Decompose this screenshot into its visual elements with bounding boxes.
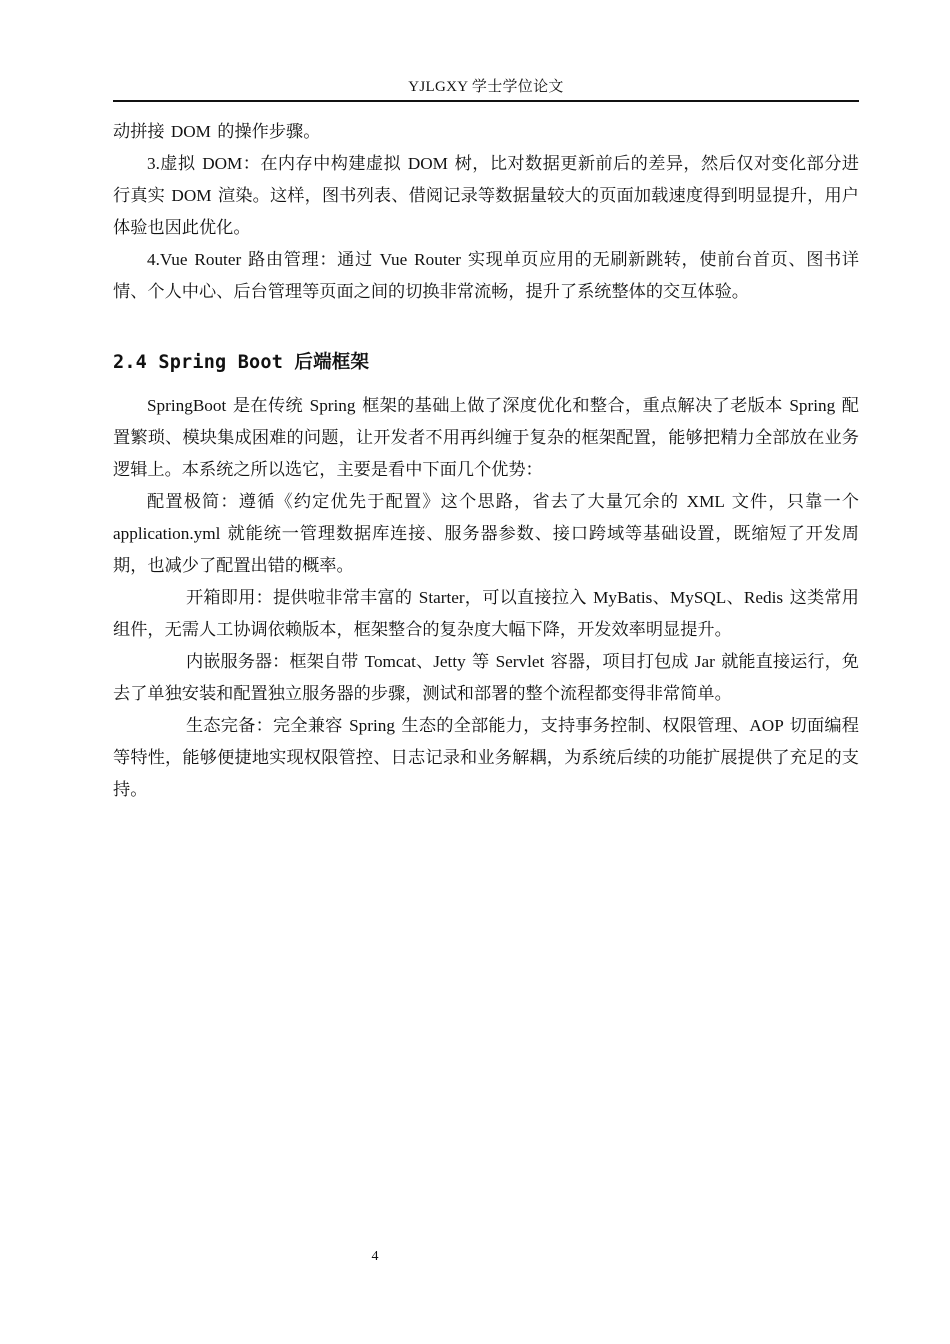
paragraph-vue-router: 4.Vue Router 路由管理：通过 Vue Router 实现单页应用的无刷新跳转，使前台首页、图书详情、个人中心、后台管理等页面之间的切换非常流畅，提升了系统整体的交互体验。 (113, 250, 859, 301)
paragraph-ecosystem: 生态完备：完全兼容 Spring 生态的全部能力，支持事务控制、权限管理、AOP 切面编程等特性，能够便捷地实现权限管控、日志记录和业务解耦，为系统后续的功能扩展提供了充足的支持。 (113, 716, 859, 799)
paragraph-config-simple: 配置极简：遵循《约定优先于配置》这个思路，省去了大量冗余的 XML 文件，只靠一个 application.yml 就能统一管理数据库连接、服务器参数、接口跨域等基础设置，既缩短了开发周期，也减少了配置出错的概率。 (113, 492, 859, 575)
running-header: YJLGXY 学士学位论文 (113, 76, 859, 102)
page-number: 4 (371, 1249, 379, 1264)
section-heading: 2.4 Spring Boot 后端框架 (113, 352, 370, 373)
paragraph-springboot-intro: SpringBoot 是在传统 Spring 框架的基础上做了深度优化和整合，重点解决了老版本 Spring 配置繁琐、模块集成困难的问题，让开发者不用再纠缠于复杂的框架配置，能够把精力全部放在业务逻辑上。本系统之所以选它，主要是看中下面几个优势： (113, 396, 859, 479)
paragraph-embedded-server: 内嵌服务器：框架自带 Tomcat、Jetty 等 Servlet 容器，项目打包成 Jar 就能直接运行，免去了单独安装和配置独立服务器的步骤，测试和部署的整个流程都变得非常简单。 (113, 652, 859, 703)
body-text (113, 116, 859, 806)
paragraph-continuation: 动拼接 DOM 的操作步骤。 (113, 122, 321, 141)
paragraph-virtual-dom: 3.虚拟 DOM：在内存中构建虚拟 DOM 树，比对数据更新前后的差异，然后仅对变化部分进行真实 DOM 渲染。这样，图书列表、借阅记录等数据量较大的页面加载速度得到明显提升，用户体验也因此优化。 (113, 154, 859, 237)
paragraph-out-of-box: 开箱即用：提供啦非常丰富的 Starter，可以直接拉入 MyBatis、MySQL、Redis 这类常用组件，无需人工协调依赖版本，框架整合的复杂度大幅下降，开发效率明显提升。 (113, 588, 859, 639)
